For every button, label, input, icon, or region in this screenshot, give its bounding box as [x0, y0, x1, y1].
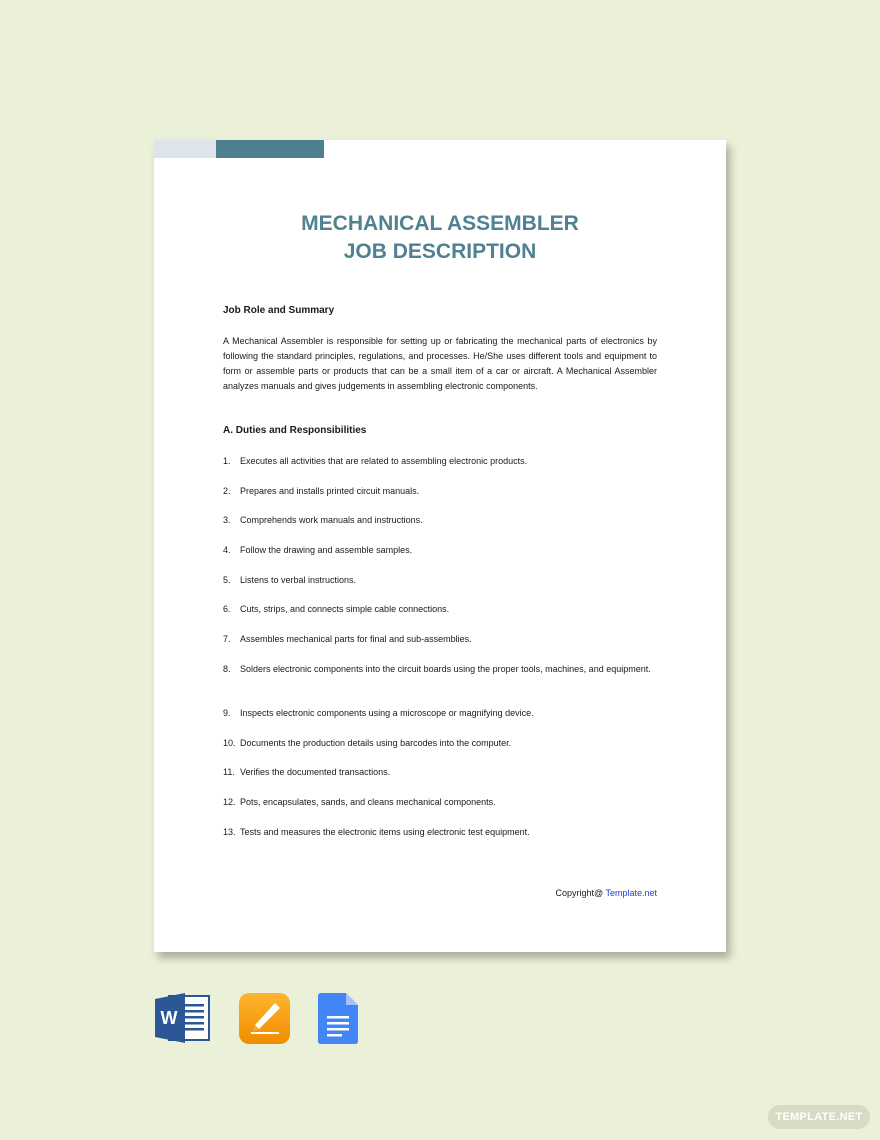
duty-text: Comprehends work manuals and instructions.	[240, 515, 423, 525]
duty-item	[223, 513, 657, 527]
duty-item	[223, 573, 657, 587]
duty-number: 5.	[223, 575, 231, 585]
duty-number: 12.	[223, 797, 236, 807]
summary-paragraph: A Mechanical Assembler is responsible for setting up or fabricating the mechanical parts of electronics by following the standard principles, regulations, and processes. He/She uses different tools and equipment to form or assemble parts or products that can be a small item of a car or aircraft. A Mechanical Assembler analyzes manuals and gives judgements in assembling electronic components.	[223, 336, 657, 391]
duty-text: Solders electronic components into the circuit boards using the proper tools, machines, and equipment.	[240, 664, 651, 674]
duty-item	[223, 825, 657, 839]
duty-text: Prepares and installs printed circuit manuals.	[240, 486, 420, 496]
duty-item	[223, 543, 657, 557]
duty-text: Follow the drawing and assemble samples.	[240, 545, 413, 555]
duty-text: Pots, encapsulates, sands, and cleans mechanical components.	[240, 797, 496, 807]
duty-text: Cuts, strips, and connects simple cable connections.	[240, 604, 450, 614]
duty-number: 10.	[223, 738, 236, 748]
duty-item	[223, 454, 657, 468]
duties-heading: A. Duties and Responsibilities	[223, 425, 367, 436]
duty-number: 4.	[223, 545, 231, 555]
duty-item	[223, 484, 657, 498]
duty-text: Tests and measures the electronic items using electronic test equipment.	[240, 827, 530, 837]
duty-text: Executes all activities that are related to assembling electronic products.	[240, 456, 528, 466]
duty-item	[223, 602, 657, 616]
duty-item	[223, 706, 657, 720]
title-line-1: MECHANICAL ASSEMBLER	[301, 212, 579, 235]
duty-number: 6.	[223, 604, 231, 614]
duty-item	[223, 736, 657, 750]
duty-text: Inspects electronic components using a microscope or magnifying device.	[240, 708, 534, 718]
duty-text: Documents the production details using barcodes into the computer.	[240, 738, 512, 748]
duty-item	[223, 795, 657, 809]
duty-number: 11.	[223, 767, 235, 777]
duty-number: 8.	[223, 664, 231, 674]
copyright-label: Copyright@	[555, 888, 606, 898]
duty-number: 3.	[223, 515, 231, 525]
duty-number: 13.	[223, 827, 236, 837]
word-letter: W	[160, 1008, 178, 1028]
duty-item	[223, 662, 657, 676]
pages-format-icon[interactable]	[239, 993, 290, 1044]
google-docs-format-icon[interactable]	[318, 993, 358, 1044]
header-accent-light	[154, 140, 216, 158]
document-page	[154, 140, 726, 952]
duty-number: 7.	[223, 634, 231, 644]
duty-number: 2.	[223, 486, 231, 496]
duty-number: 1.	[223, 456, 231, 466]
duty-text: Verifies the documented transactions.	[240, 767, 391, 777]
duty-item	[223, 765, 657, 779]
copyright-line	[555, 888, 657, 898]
title-line-2: JOB DESCRIPTION	[343, 240, 537, 263]
duty-number: 9.	[223, 708, 231, 718]
duty-text: Assembles mechanical parts for final and sub-assemblies.	[240, 634, 472, 644]
document-title	[154, 210, 726, 266]
copyright-link[interactable]: Template.net	[605, 888, 657, 898]
header-accent-dark	[216, 140, 324, 158]
summary-heading: Job Role and Summary	[223, 305, 335, 316]
word-format-icon[interactable]	[155, 993, 211, 1043]
duty-item	[223, 632, 657, 646]
duty-text: Listens to verbal instructions.	[240, 575, 357, 585]
template-net-watermark: TEMPLATE.NET	[768, 1105, 870, 1129]
